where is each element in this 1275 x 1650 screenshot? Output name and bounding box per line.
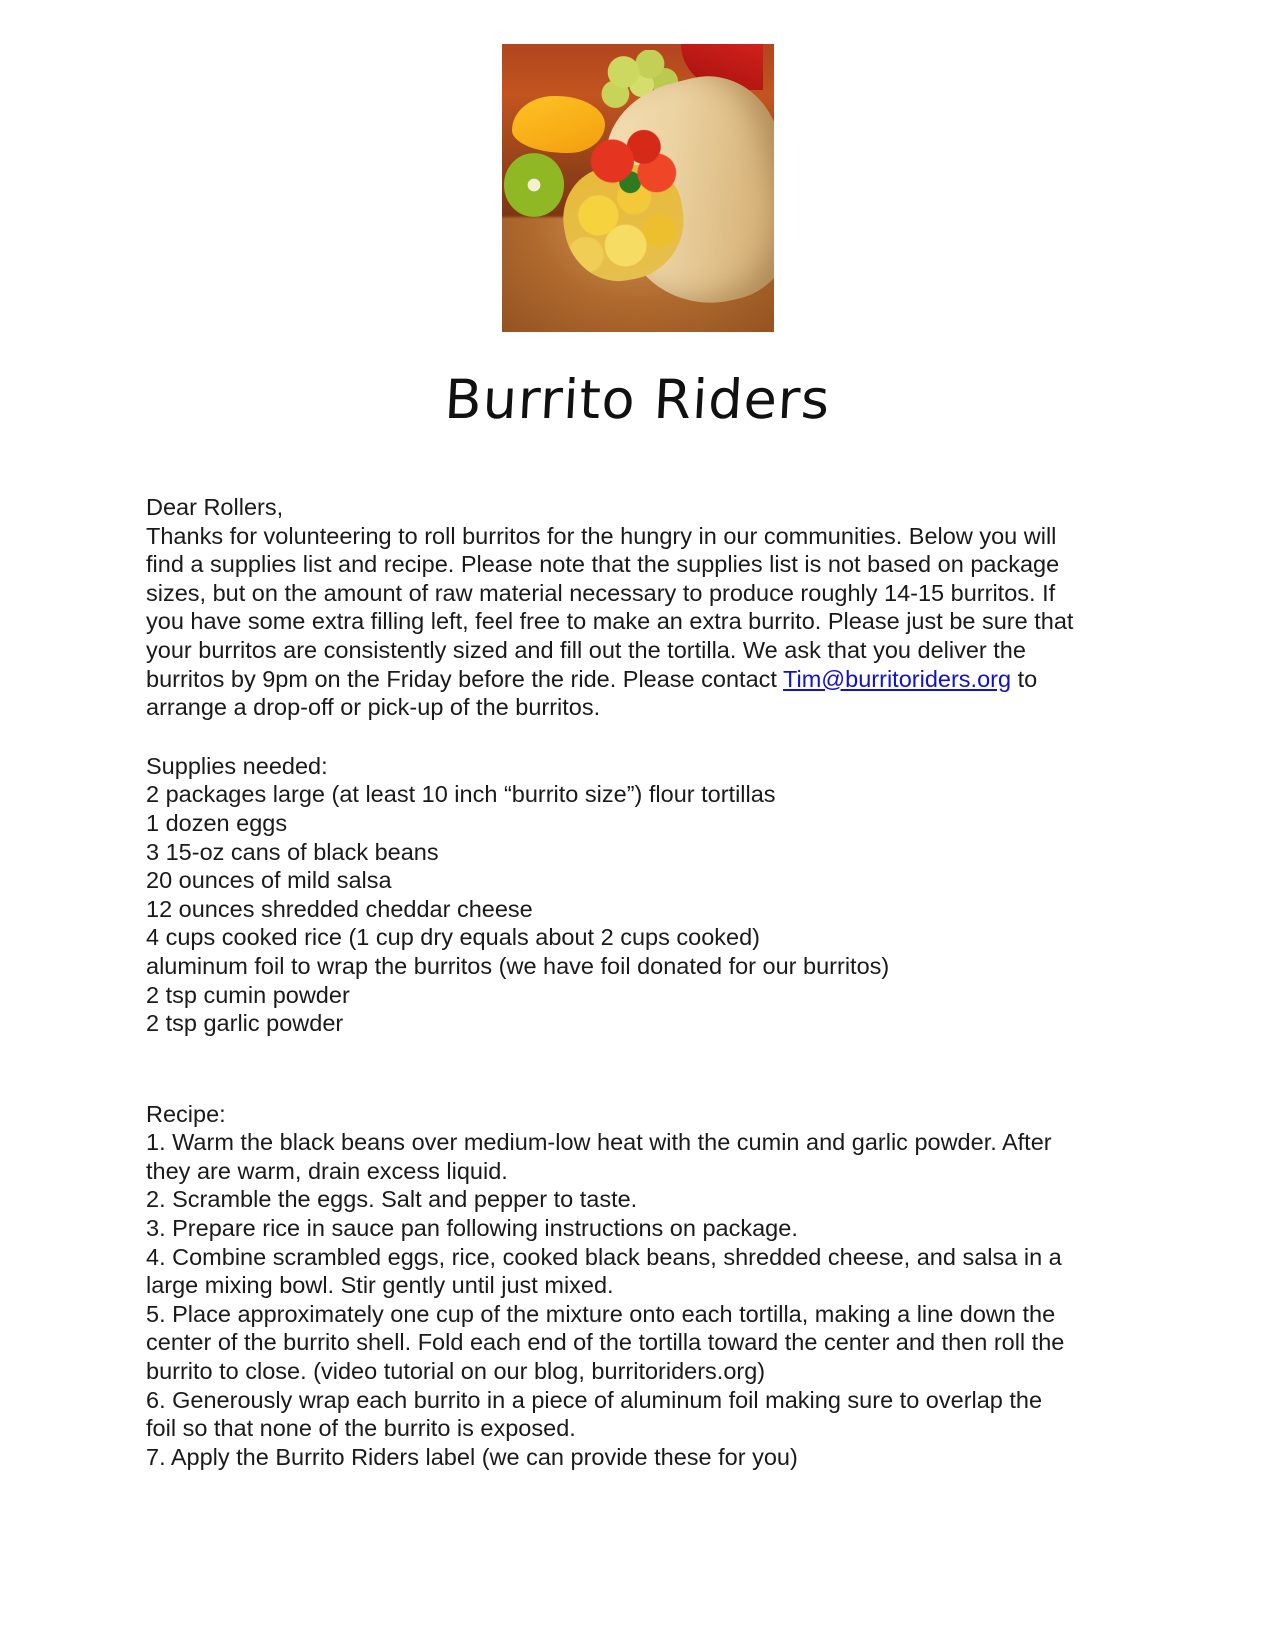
contact-email-link[interactable]: Tim@burritoriders.org bbox=[783, 665, 1012, 692]
supplies-item: 4 cups cooked rice (1 cup dry equals about 2 cups cooked) bbox=[146, 924, 760, 951]
intro-text-before-link: Thanks for volunteering to roll burritos for the hungry in our communities. Below you will find a supplies list and recipe. Please note that the supplies list is not based on package sizes, but on the amount of raw material necessary to produce roughly 14-15 burritos. If you have some extra filling left, feel free to make an extra burrito. Please just be sure that your burritos are consistently sized and fill out the tortilla. We ask that you deliver the burritos by 9pm on the Friday before the ride. Please contact bbox=[146, 522, 1074, 692]
supplies-item: 2 tsp garlic powder bbox=[146, 1010, 344, 1037]
spacer bbox=[146, 1038, 1235, 1100]
recipe-step: 5. Place approximately one cup of the mixture onto each tortilla, making a line down the center of the burrito shell. Fold each end of the tortilla toward the center and then roll the burrito to close. (video tutorial on our blog, burritoriders.org) bbox=[146, 1300, 1065, 1385]
recipe-heading: Recipe: bbox=[146, 1100, 226, 1127]
intro-paragraph bbox=[146, 522, 1076, 722]
supplies-item: 2 packages large (at least 10 inch “burrito size”) flour tortillas bbox=[146, 781, 776, 808]
supplies-item: 12 ounces shredded cheddar cheese bbox=[146, 895, 533, 922]
supplies-item: 20 ounces of mild salsa bbox=[146, 867, 392, 894]
burrito-photo bbox=[502, 44, 774, 332]
supplies-item: 2 tsp cumin powder bbox=[146, 981, 350, 1008]
recipe-step: 3. Prepare rice in sauce pan following instructions on package. bbox=[146, 1215, 798, 1242]
recipe-step: 2. Scramble the eggs. Salt and pepper to taste. bbox=[146, 1186, 638, 1213]
salsa-shape bbox=[587, 124, 688, 205]
supplies-item: aluminum foil to wrap the burritos (we have foil donated for our burritos) bbox=[146, 952, 890, 979]
intro-text-after-link: to arrange a drop-off or pick-up of the burritos. bbox=[146, 665, 1038, 721]
recipe-step: 4. Combine scrambled eggs, rice, cooked black beans, shredded cheese, and salsa in a large mixing bowl. Stir gently until just mixed. bbox=[146, 1243, 1062, 1299]
hero-image-container bbox=[0, 0, 1275, 332]
supplies-heading: Supplies needed: bbox=[146, 752, 328, 779]
supplies-item: 1 dozen eggs bbox=[146, 809, 288, 836]
recipe-step: 6. Generously wrap each burrito in a piece of aluminum foil making sure to overlap the foil so that none of the burrito is exposed. bbox=[146, 1386, 1043, 1442]
document-body bbox=[0, 493, 1275, 1471]
kiwi-slice-icon bbox=[504, 153, 564, 216]
recipe-step: 7. Apply the Burrito Riders label (we can provide these for you) bbox=[146, 1443, 798, 1470]
salutation: Dear Rollers, bbox=[146, 494, 284, 520]
recipe-step: 1. Warm the black beans over medium-low heat with the cumin and garlic powder. After they are warm, drain excess liquid. bbox=[146, 1129, 1052, 1184]
page-title: Burrito Riders bbox=[443, 368, 832, 431]
supplies-item: 3 15-oz cans of black beans bbox=[146, 838, 439, 865]
spacer bbox=[146, 722, 1235, 752]
